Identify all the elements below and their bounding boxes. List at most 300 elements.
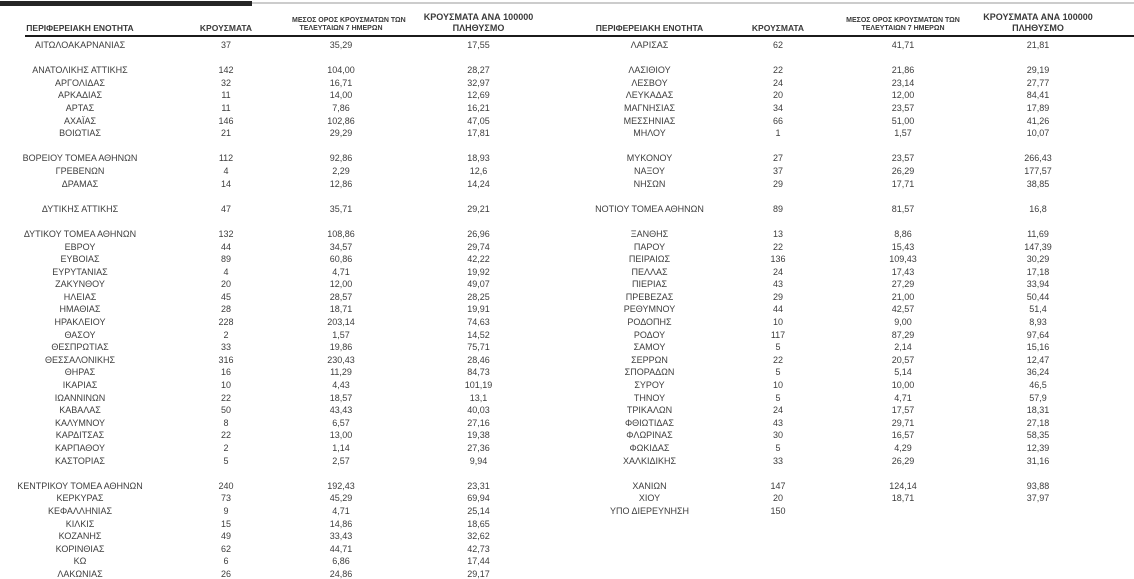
per100k-cell: 50,44 [1026, 291, 1050, 302]
cases-cell: 22 [772, 354, 783, 365]
avg7-cell: 2,14 [894, 342, 912, 353]
region-cell: ΔΡΑΜΑΣ [61, 178, 99, 189]
table-row [567, 266, 1134, 279]
avg7-cell: 23,57 [891, 153, 915, 164]
cases-cell: 28 [220, 304, 231, 315]
per100k-cell: 27,18 [1026, 417, 1050, 428]
table-row [0, 303, 567, 316]
cases-cell: 47 [220, 203, 231, 214]
cases-cell: 10 [220, 380, 231, 391]
cases-cell: 89 [220, 254, 231, 265]
table-row [0, 165, 567, 178]
spacer-row [567, 467, 1134, 480]
per100k-cell: 28,25 [467, 291, 490, 302]
cases-cell: 43 [772, 417, 783, 428]
cases-cell: 22 [772, 65, 783, 76]
spacer-row [567, 543, 1134, 556]
per100k-cell: 11,69 [1027, 228, 1049, 239]
table-row [567, 455, 1134, 468]
spacer-row [567, 518, 1134, 531]
cases-cell: 1 [775, 128, 781, 139]
table-row [0, 568, 567, 579]
per100k-cell: 19,92 [467, 266, 490, 277]
cases-cell: 5 [775, 443, 781, 453]
cases-cell: 132 [218, 228, 234, 239]
avg7-cell: 108,86 [327, 228, 355, 239]
per100k-cell: 30,29 [1026, 254, 1050, 265]
per100k-cell: 18,31 [1026, 405, 1050, 416]
cases-cell: 5 [223, 455, 229, 466]
region-cell: ΚΑΣΤΟΡΙΑΣ [55, 455, 105, 466]
spacer-row [0, 467, 567, 480]
region-cell: ΠΡΕΒΕΖΑΣ [625, 291, 674, 302]
region-cell: ΠΙΕΡΙΑΣ [631, 279, 668, 290]
table-row [0, 417, 567, 430]
avg7-cell: 33,43 [329, 531, 353, 542]
avg7-cell: 1,57 [894, 128, 912, 139]
per100k-cell: 97,64 [1026, 329, 1050, 340]
avg7-cell: 124,14 [889, 480, 917, 491]
per100k-cell: 47,05 [467, 115, 490, 126]
per100k-cell: 26,96 [467, 228, 490, 239]
per100k-cell: 32,62 [467, 531, 490, 542]
table-row [567, 203, 1134, 216]
table-row [567, 429, 1134, 442]
region-cell: ΛΑΡΙΣΑΣ [630, 40, 669, 50]
region-cell: ΘΕΣΣΑΛΟΝΙΚΗΣ [44, 354, 116, 365]
per100k-cell: 84,41 [1026, 90, 1050, 101]
header-label-line1: ΚΡΟΥΣΜΑΤΑ ΑΝΑ 100000 [423, 11, 534, 22]
per100k-cell: 12,69 [467, 90, 490, 101]
column-header-per100k [982, 12, 1094, 35]
avg7-cell: 16,71 [329, 77, 353, 88]
cases-cell: 29 [772, 178, 783, 189]
table-row [0, 178, 567, 191]
cases-cell: 62 [772, 40, 783, 50]
region-cell: ΞΑΝΘΗΣ [630, 228, 669, 239]
avg7-cell: 4,43 [332, 380, 350, 391]
avg7-cell: 6,57 [332, 417, 350, 428]
per100k-cell: 17,81 [467, 128, 490, 139]
cases-cell: 30 [772, 430, 783, 441]
table-row [0, 555, 567, 568]
avg7-cell: 81,57 [891, 203, 915, 214]
avg7-cell: 203,14 [327, 317, 355, 328]
column-header-region [0, 23, 160, 34]
avg7-cell: 102,86 [327, 115, 355, 126]
table-row [567, 316, 1134, 329]
region-cell: ΘΑΣΟΥ [64, 329, 96, 340]
avg7-cell: 21,00 [891, 291, 915, 302]
per100k-cell: 177,57 [1024, 165, 1052, 176]
region-cell: ΚΕΡΚΥΡΑΣ [56, 493, 104, 504]
avg7-cell: 2,29 [332, 165, 350, 176]
column-header-cases [160, 23, 292, 34]
avg7-cell: 5,14 [894, 367, 912, 378]
spacer-row [567, 215, 1134, 228]
region-cell: ΕΥΡΥΤΑΝΙΑΣ [52, 266, 108, 277]
table-row [567, 442, 1134, 455]
table-row [567, 178, 1134, 191]
avg7-cell: 60,86 [329, 254, 353, 265]
avg7-cell: 14,00 [329, 90, 353, 101]
table-row [0, 241, 567, 254]
per100k-cell: 29,74 [467, 241, 490, 252]
avg7-cell: 26,29 [891, 455, 915, 466]
cases-cell: 22 [772, 241, 783, 252]
table-row [0, 115, 567, 128]
per100k-cell: 84,73 [467, 367, 490, 378]
avg7-cell: 27,29 [891, 279, 915, 290]
table-row [0, 404, 567, 417]
region-cell: ΧΑΝΙΩΝ [632, 480, 667, 491]
region-cell: ΚΩ [73, 556, 87, 567]
region-cell: ΑΙΤΩΛΟΑΚΑΡΝΑΝΙΑΣ [34, 40, 126, 50]
cases-table-right [567, 8, 1134, 579]
region-cell: ΒΟΙΩΤΙΑΣ [59, 128, 101, 139]
cases-cell: 146 [218, 115, 234, 126]
cases-cell: 4 [223, 165, 229, 176]
per100k-cell: 38,85 [1026, 178, 1050, 189]
per100k-cell: 19,91 [467, 304, 490, 315]
avg7-cell: 18,57 [329, 392, 353, 403]
avg7-cell: 20,57 [891, 354, 915, 365]
table-body-right [567, 39, 1134, 579]
avg7-cell: 12,00 [891, 90, 915, 101]
table-row [567, 480, 1134, 493]
table-row [567, 341, 1134, 354]
region-cell: ΜΥΚΟΝΟΥ [626, 153, 673, 164]
cases-cell: 10 [772, 317, 783, 328]
avg7-cell: 13,00 [329, 430, 353, 441]
avg7-cell: 4,71 [332, 505, 350, 516]
region-cell: ΠΕΛΛΑΣ [631, 266, 668, 277]
cases-cell: 89 [772, 203, 783, 214]
cases-cell: 62 [220, 543, 231, 554]
avg7-cell: 104,00 [327, 65, 355, 76]
per100k-cell: 49,07 [467, 279, 490, 290]
avg7-cell: 41,71 [891, 40, 915, 50]
cases-cell: 6 [223, 556, 229, 567]
region-cell: ΛΑΣΙΘΙΟΥ [628, 65, 671, 76]
cases-cell: 10 [772, 380, 783, 391]
avg7-cell: 6,86 [332, 556, 350, 567]
region-cell: ΛΕΥΚΑΔΑΣ [625, 90, 674, 101]
table-row [567, 379, 1134, 392]
region-cell: ΘΗΡΑΣ [64, 367, 96, 378]
region-cell: ΠΑΡΟΥ [633, 241, 666, 252]
region-cell: ΕΥΒΟΙΑΣ [60, 254, 100, 265]
cases-cell: 147 [770, 480, 786, 491]
region-cell: ΕΒΡΟΥ [64, 241, 96, 252]
table-row [567, 77, 1134, 90]
spacer-row [567, 568, 1134, 579]
table-row [567, 354, 1134, 367]
cases-cell: 142 [218, 65, 234, 76]
column-header-cases [732, 23, 824, 34]
spacer-row [567, 140, 1134, 153]
avg7-cell: 10,00 [891, 380, 915, 391]
avg7-cell: 43,43 [329, 405, 353, 416]
table-row [567, 152, 1134, 165]
table-row [567, 278, 1134, 291]
avg7-cell: 15,43 [891, 241, 915, 252]
per100k-cell: 29,17 [467, 568, 490, 579]
avg7-cell: 1,14 [332, 443, 350, 453]
region-cell: ΝΟΤΙΟΥ ΤΟΜΕΑ ΑΘΗΝΩΝ [595, 203, 704, 214]
avg7-cell: 18,71 [329, 304, 353, 315]
per100k-cell: 13,1 [469, 392, 488, 403]
table-row [0, 39, 567, 52]
per100k-cell: 58,35 [1026, 430, 1050, 441]
table-row [0, 379, 567, 392]
region-cell: ΚΑΛΥΜΝΟΥ [54, 417, 106, 428]
per100k-cell: 18,65 [467, 518, 490, 529]
table-row [0, 392, 567, 405]
per100k-cell: 17,44 [467, 556, 490, 567]
per100k-cell: 57,9 [1029, 392, 1047, 403]
header-label-line2: ΤΕΛΕΥΤΑΙΩΝ 7 ΗΜΕΡΩΝ [861, 25, 945, 33]
per100k-cell: 17,55 [467, 40, 490, 50]
table-row [567, 417, 1134, 430]
region-cell: ΔΥΤΙΚΟΥ ΤΟΜΕΑ ΑΘΗΝΩΝ [23, 228, 137, 239]
table-row [0, 203, 567, 216]
spacer-row [0, 140, 567, 153]
table-row [567, 165, 1134, 178]
table-row [0, 354, 567, 367]
per100k-cell: 10,07 [1026, 128, 1050, 139]
avg7-cell: 23,57 [891, 102, 915, 113]
table-row [567, 102, 1134, 115]
header-label: ΚΡΟΥΣΜΑΤΑ [199, 23, 253, 34]
region-cell: ΧΑΛΚΙΔΙΚΗΣ [622, 455, 677, 466]
region-cell: ΦΘΙΩΤΙΔΑΣ [625, 417, 674, 428]
per100k-cell: 42,22 [467, 254, 490, 265]
table-row [0, 253, 567, 266]
per100k-cell: 8,93 [1029, 317, 1047, 328]
cases-cell: 24 [772, 405, 783, 416]
avg7-cell: 42,57 [891, 304, 915, 315]
cases-cell: 34 [772, 102, 783, 113]
table-row [567, 241, 1134, 254]
avg7-cell: 16,57 [891, 430, 915, 441]
avg7-cell: 109,43 [889, 254, 917, 265]
avg7-cell: 17,43 [891, 266, 915, 277]
per100k-cell: 75,71 [467, 342, 490, 353]
table-row [567, 303, 1134, 316]
table-row [0, 341, 567, 354]
region-cell: ΗΡΑΚΛΕΙΟΥ [54, 317, 106, 328]
avg7-cell: 7,86 [332, 102, 350, 113]
table-row [0, 127, 567, 140]
table-row [567, 228, 1134, 241]
cases-cell: 4 [223, 266, 229, 277]
avg7-cell: 1,57 [332, 329, 350, 340]
region-cell: ΚΟΡΙΝΘΙΑΣ [55, 543, 105, 554]
region-cell: ΚΑΡΔΙΤΣΑΣ [55, 430, 105, 441]
column-header-avg7 [824, 17, 982, 35]
cases-cell: 21 [220, 128, 231, 139]
header-label-line2: ΤΕΛΕΥΤΑΙΩΝ 7 ΗΜΕΡΩΝ [299, 25, 383, 33]
cases-cell: 2 [223, 329, 229, 340]
cases-cell: 5 [775, 392, 781, 403]
table-row [567, 404, 1134, 417]
header-label: ΠΕΡΙΦΕΡΕΙΑΚΗ ΕΝΟΤΗΤΑ [595, 23, 704, 34]
region-cell: ΒΟΡΕΙΟΥ ΤΟΜΕΑ ΑΘΗΝΩΝ [22, 153, 138, 164]
per100k-cell: 51,4 [1029, 304, 1047, 315]
cases-cell: 33 [220, 342, 231, 353]
avg7-cell: 35,29 [329, 40, 353, 50]
per100k-cell: 147,39 [1024, 241, 1052, 252]
cases-cell: 50 [220, 405, 231, 416]
per100k-cell: 32,97 [467, 77, 490, 88]
region-cell: ΥΠΟ ΔΙΕΡΕΥΝΗΣΗ [609, 505, 690, 516]
region-cell: ΧΙΟΥ [638, 493, 661, 504]
avg7-cell: 26,29 [891, 165, 915, 176]
cases-cell: 15 [220, 518, 231, 529]
per100k-cell: 74,63 [467, 317, 490, 328]
table-body-left [0, 39, 567, 579]
spacer-row [0, 215, 567, 228]
per100k-cell: 14,52 [467, 329, 490, 340]
cases-cell: 136 [770, 254, 786, 265]
per100k-cell: 9,94 [469, 455, 488, 466]
cases-cell: 44 [220, 241, 231, 252]
per100k-cell: 42,73 [467, 543, 490, 554]
table-header-row [567, 8, 1134, 37]
avg7-cell: 192,43 [327, 480, 355, 491]
table-row [0, 228, 567, 241]
table-row [0, 366, 567, 379]
cases-cell: 66 [772, 115, 783, 126]
per100k-cell: 25,14 [467, 505, 490, 516]
cases-cell: 11 [221, 102, 231, 113]
column-header-per100k [390, 12, 567, 35]
region-cell: ΦΩΚΙΔΑΣ [629, 443, 670, 453]
avg7-cell: 21,86 [891, 65, 915, 76]
avg7-cell: 92,86 [329, 153, 353, 164]
per100k-cell: 16,21 [467, 102, 490, 113]
per100k-cell: 40,03 [467, 405, 490, 416]
avg7-cell: 23,14 [891, 77, 915, 88]
per100k-cell: 12,47 [1026, 354, 1050, 365]
table-row [567, 392, 1134, 405]
window-title-bar-fragment [0, 1, 252, 6]
avg7-cell: 19,86 [329, 342, 353, 353]
region-cell: ΜΕΣΣΗΝΙΑΣ [623, 115, 676, 126]
cases-cell: 240 [218, 480, 234, 491]
table-row [0, 505, 567, 518]
cases-cell: 44 [772, 304, 783, 315]
per100k-cell: 21,81 [1026, 40, 1050, 50]
column-header-region [567, 23, 732, 34]
table-row [0, 152, 567, 165]
per100k-cell: 18,93 [467, 153, 490, 164]
avg7-cell: 9,00 [894, 317, 912, 328]
cases-cell: 5 [775, 342, 781, 353]
cases-cell: 5 [775, 367, 781, 378]
table-row [0, 102, 567, 115]
per100k-cell: 19,38 [467, 430, 490, 441]
avg7-cell: 24,86 [329, 568, 353, 579]
avg7-cell: 35,71 [329, 203, 353, 214]
table-header-row [0, 8, 567, 37]
table-row [0, 329, 567, 342]
region-cell: ΜΗΛΟΥ [633, 128, 666, 139]
cases-cell: 8 [223, 417, 229, 428]
table-row [0, 77, 567, 90]
avg7-cell: 4,29 [894, 443, 912, 453]
region-cell: ΣΥΡΟΥ [634, 380, 665, 391]
cases-cell: 117 [770, 329, 786, 340]
region-cell: ΖΑΚΥΝΘΟΥ [55, 279, 105, 290]
header-label-line2: ΠΛΗΘΥΣΜΟ [1012, 22, 1064, 33]
table-row [0, 492, 567, 505]
table-row [0, 266, 567, 279]
per100k-cell: 27,77 [1026, 77, 1050, 88]
per100k-cell: 28,27 [467, 65, 490, 76]
avg7-cell: 28,57 [329, 291, 353, 302]
region-cell: ΤΗΝΟΥ [633, 392, 666, 403]
avg7-cell: 14,86 [329, 518, 353, 529]
spacer-row [567, 555, 1134, 568]
avg7-cell: 29,71 [891, 417, 915, 428]
spacer-row [0, 190, 567, 203]
per100k-cell: 29,21 [467, 203, 490, 214]
header-label-line1: ΚΡΟΥΣΜΑΤΑ ΑΝΑ 100000 [983, 11, 1093, 22]
per100k-cell: 17,18 [1026, 266, 1050, 277]
per100k-cell: 12,6 [469, 165, 488, 176]
avg7-cell: 29,29 [329, 128, 353, 139]
table-row [0, 278, 567, 291]
avg7-cell: 87,29 [891, 329, 915, 340]
table-row [0, 316, 567, 329]
per100k-cell: 36,24 [1026, 367, 1050, 378]
per100k-cell: 93,88 [1026, 480, 1050, 491]
cases-cell: 112 [218, 153, 234, 164]
avg7-cell: 44,71 [329, 543, 353, 554]
per100k-cell: 31,16 [1026, 455, 1050, 466]
table-row [567, 329, 1134, 342]
spacer-row [567, 190, 1134, 203]
avg7-cell: 4,71 [894, 392, 912, 403]
cases-cell: 13 [772, 228, 783, 239]
header-label: ΚΡΟΥΣΜΑΤΑ [751, 23, 805, 34]
cases-cell: 14 [220, 178, 231, 189]
header-label-line1: ΜΕΣΟΣ ΟΡΟΣ ΚΡΟΥΣΜΑΤΩΝ ΤΩΝ [846, 16, 960, 24]
cases-cell: 16 [220, 367, 231, 378]
cases-cell: 20 [772, 90, 783, 101]
region-cell: ΙΚΑΡΙΑΣ [62, 380, 98, 391]
per100k-cell: 15,16 [1026, 342, 1050, 353]
region-cell: ΑΡΚΑΔΙΑΣ [57, 90, 103, 101]
cases-table-left [0, 8, 567, 579]
table-row [567, 89, 1134, 102]
per100k-cell: 14,24 [467, 178, 490, 189]
cases-cell: 22 [220, 430, 231, 441]
table-row [567, 39, 1134, 52]
table-row [0, 543, 567, 556]
per100k-cell: 33,94 [1026, 279, 1050, 290]
cases-cell: 150 [770, 505, 786, 516]
cases-cell: 316 [218, 354, 234, 365]
region-cell: ΑΧΑΪΑΣ [63, 115, 97, 126]
region-cell: ΣΑΜΟΥ [633, 342, 666, 353]
per100k-cell: 27,16 [467, 417, 490, 428]
avg7-cell: 17,71 [891, 178, 915, 189]
tables-container [0, 8, 1134, 579]
avg7-cell: 18,71 [891, 493, 915, 504]
